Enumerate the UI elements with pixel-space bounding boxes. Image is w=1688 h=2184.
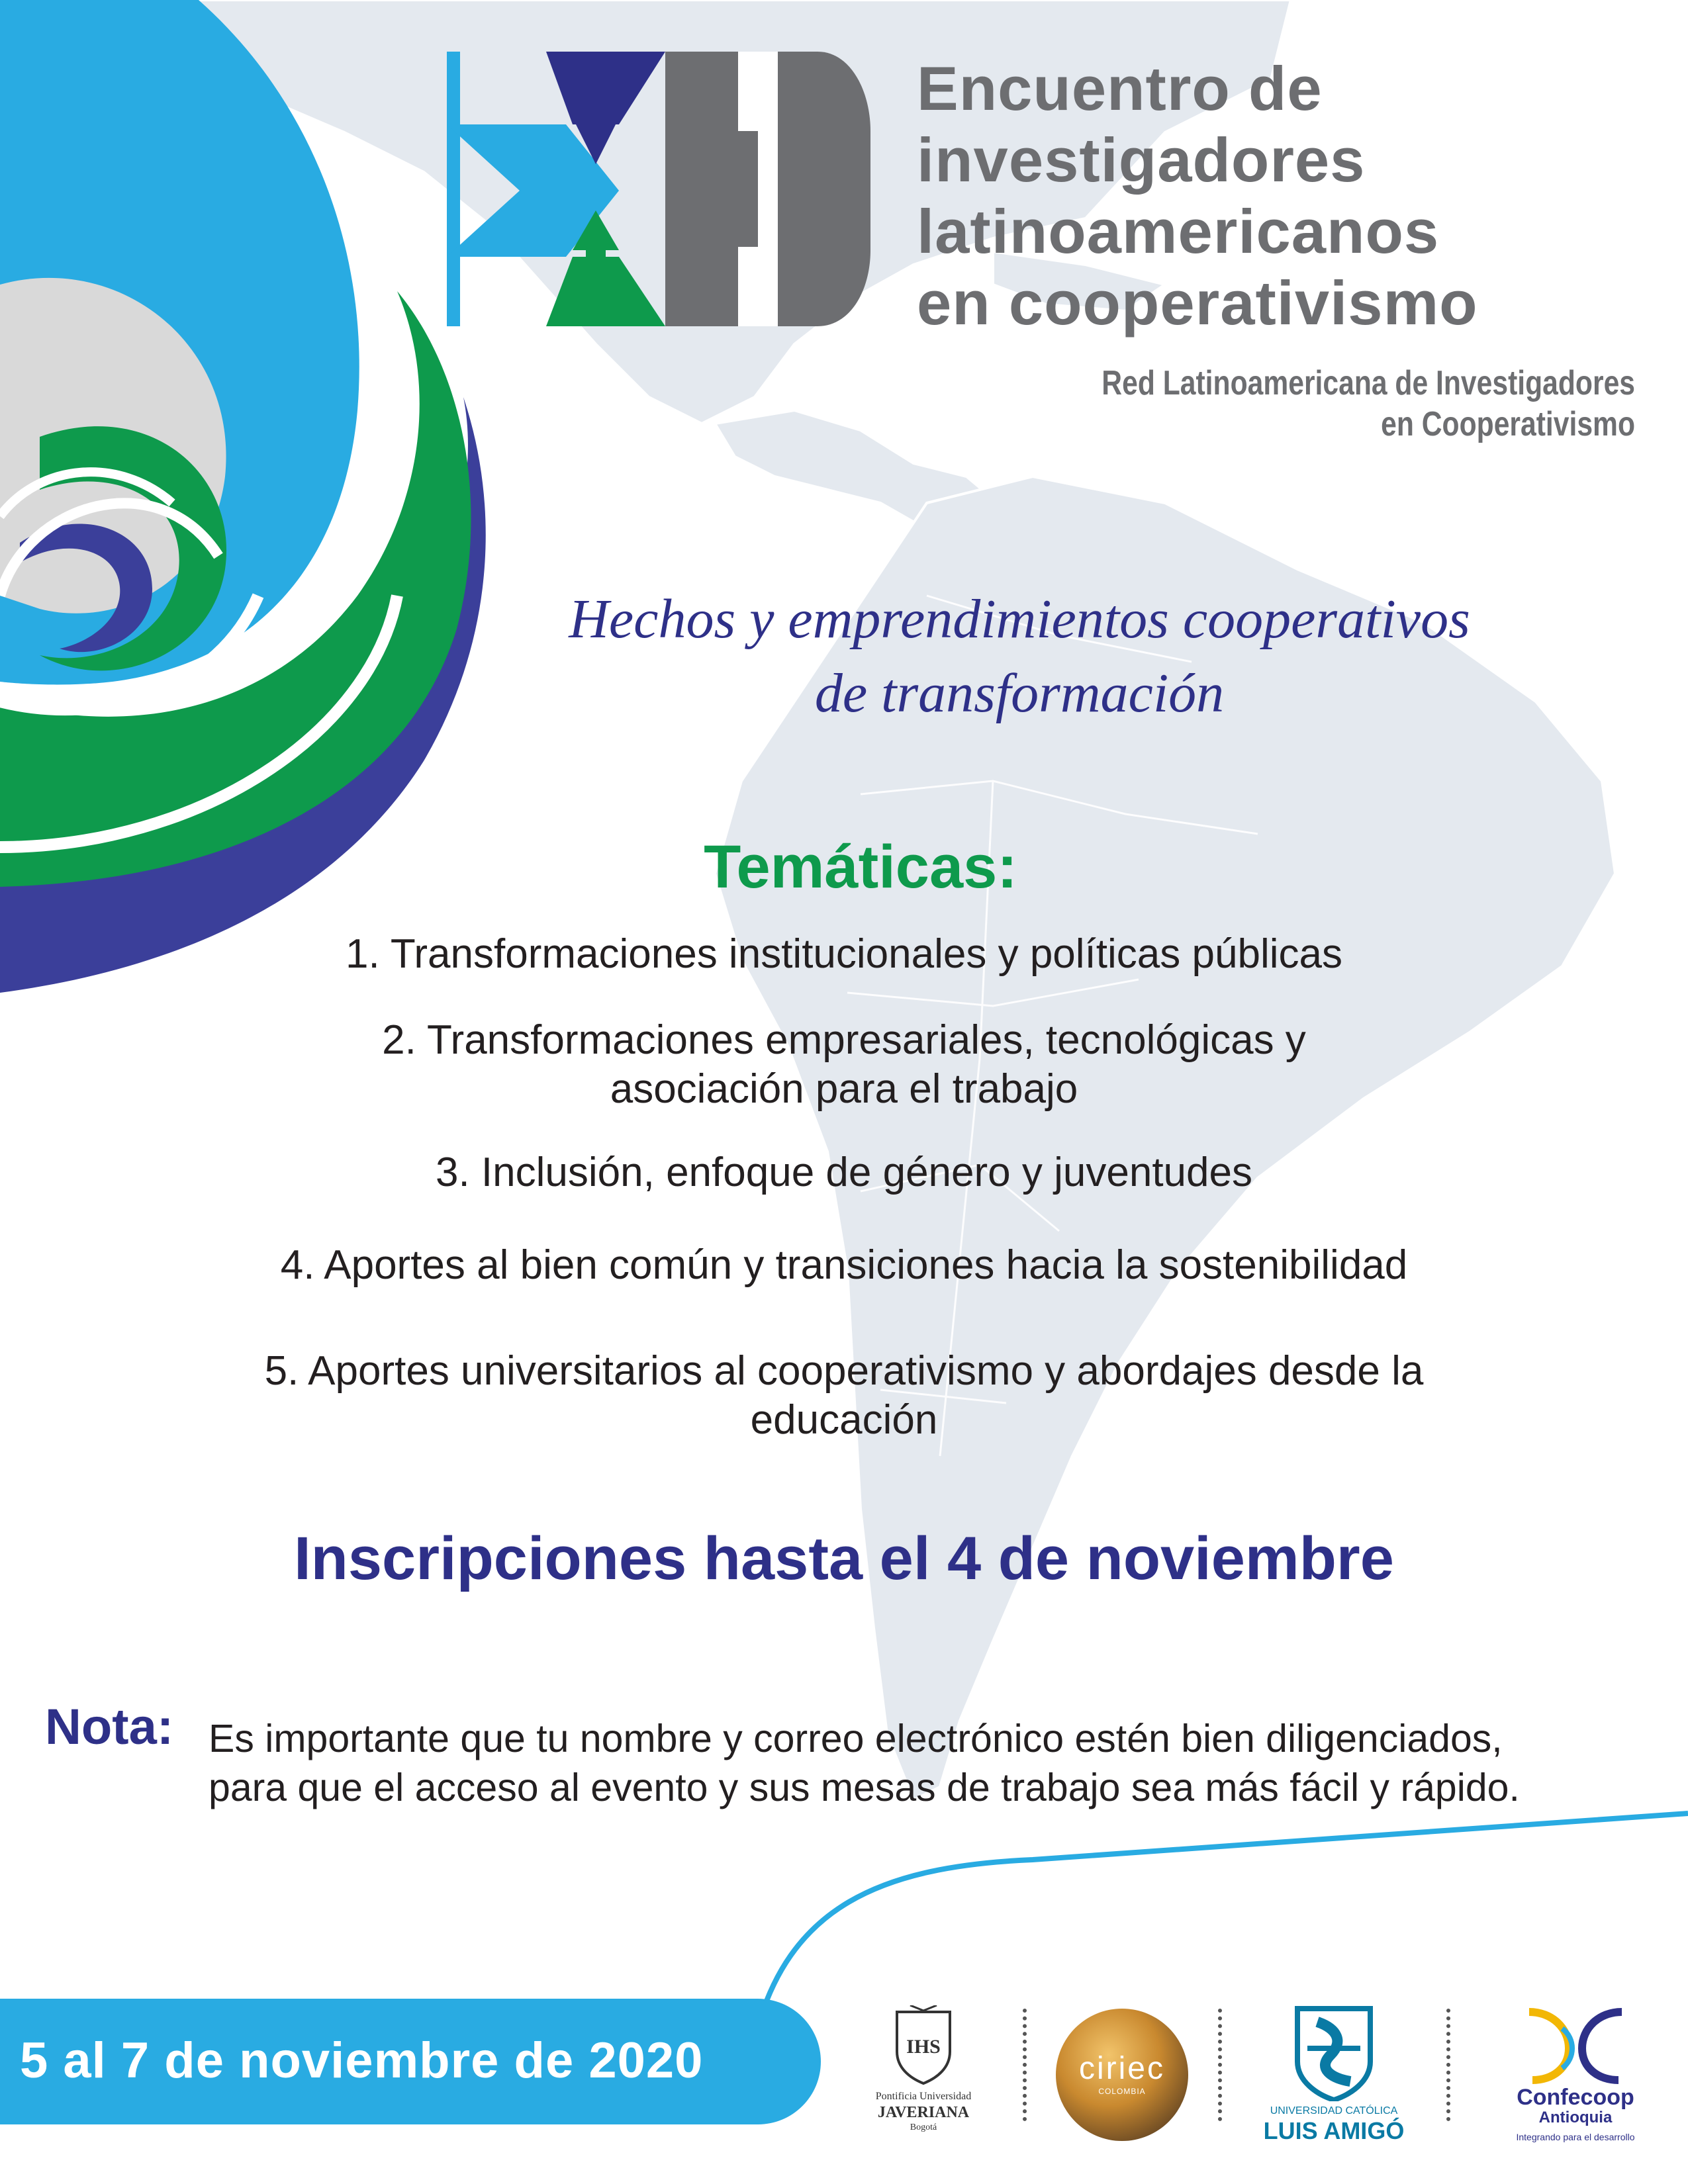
network-name [914,363,1635,445]
event-title-line: investigadores [917,125,1366,195]
xi-logo [447,52,870,326]
event-title-line: latinoamericanos [917,197,1440,266]
network-name-line: en Cooperativismo [1381,405,1635,443]
event-title-line: Encuentro de [917,54,1323,123]
confecoop-logo-icon [1516,2002,1635,2085]
theme-item-line: 2. Transformaciones empresariales, tecnológicas y [382,1017,1306,1063]
ciriec-country: COLOMBIA [1098,2087,1146,2096]
note-label: Nota: [45,1699,174,1755]
note-text-line: para que el acceso al evento y sus mesas de trabajo sea más fácil y rápido. [209,1766,1520,1809]
ciriec-name: ciriec [1078,2051,1165,2086]
confecoop-region: Antioquia [1538,2109,1613,2126]
event-date: 5 al 7 de noviembre de 2020 [20,2032,704,2089]
note-text-line: Es importante que tu nombre y correo electrónico estén bien diligenciados, [209,1717,1503,1760]
theme-item-line: 3. Inclusión, enfoque de género y juventudes [435,1150,1252,1195]
theme-item [99,1347,1589,1445]
luis-amigo-line: UNIVERSIDAD CATÓLICA [1270,2105,1398,2116]
theme-item [99,1241,1589,1290]
javeriana-crest-icon [887,2005,960,2085]
event-tagline [424,582,1615,731]
themes-heading: Temáticas: [704,833,1017,901]
theme-item-line: 1. Transformaciones institucionales y políticas públicas [346,931,1342,977]
theme-item-line: 4. Aportes al bien común y transiciones hacia la sostenibilidad [280,1242,1408,1288]
luis-amigo-shield-icon [1291,2002,1377,2101]
event-title-line: en cooperativismo [917,268,1478,338]
theme-item-line: asociación para el trabajo [610,1066,1078,1112]
tagline-line: de transformación [814,662,1225,724]
theme-item [99,1016,1589,1114]
javeriana-city: Bogotá [910,2122,937,2132]
event-title [917,53,1658,339]
sponsor-separator [1023,2009,1027,2121]
theme-item-line: educación [750,1397,938,1443]
theme-item-line: 5. Aportes universitarios al cooperativismo y abordajes desde la [264,1348,1424,1394]
javeriana-line: Pontificia Universidad [875,2091,972,2102]
theme-item [99,930,1589,979]
registration-deadline: Inscripciones hasta el 4 de noviembre [294,1525,1394,1592]
sponsor-separator [1218,2009,1222,2121]
sponsor-separator [1446,2009,1450,2121]
bottom-curve-decoration [0,1787,1688,2184]
confecoop-name: Confecoop [1517,2085,1634,2110]
javeriana-crest-text: IHS [906,2036,941,2058]
javeriana-name: JAVERIANA [877,2104,970,2121]
luis-amigo-name: LUIS AMIGÓ [1263,2117,1405,2144]
network-name-line: Red Latinoamericana de Investigadores [1102,364,1635,402]
confecoop-slogan: Integrando para el desarrollo [1516,2132,1635,2142]
theme-item [99,1148,1589,1197]
tagline-line: Hechos y emprendimientos cooperativos [569,588,1470,650]
